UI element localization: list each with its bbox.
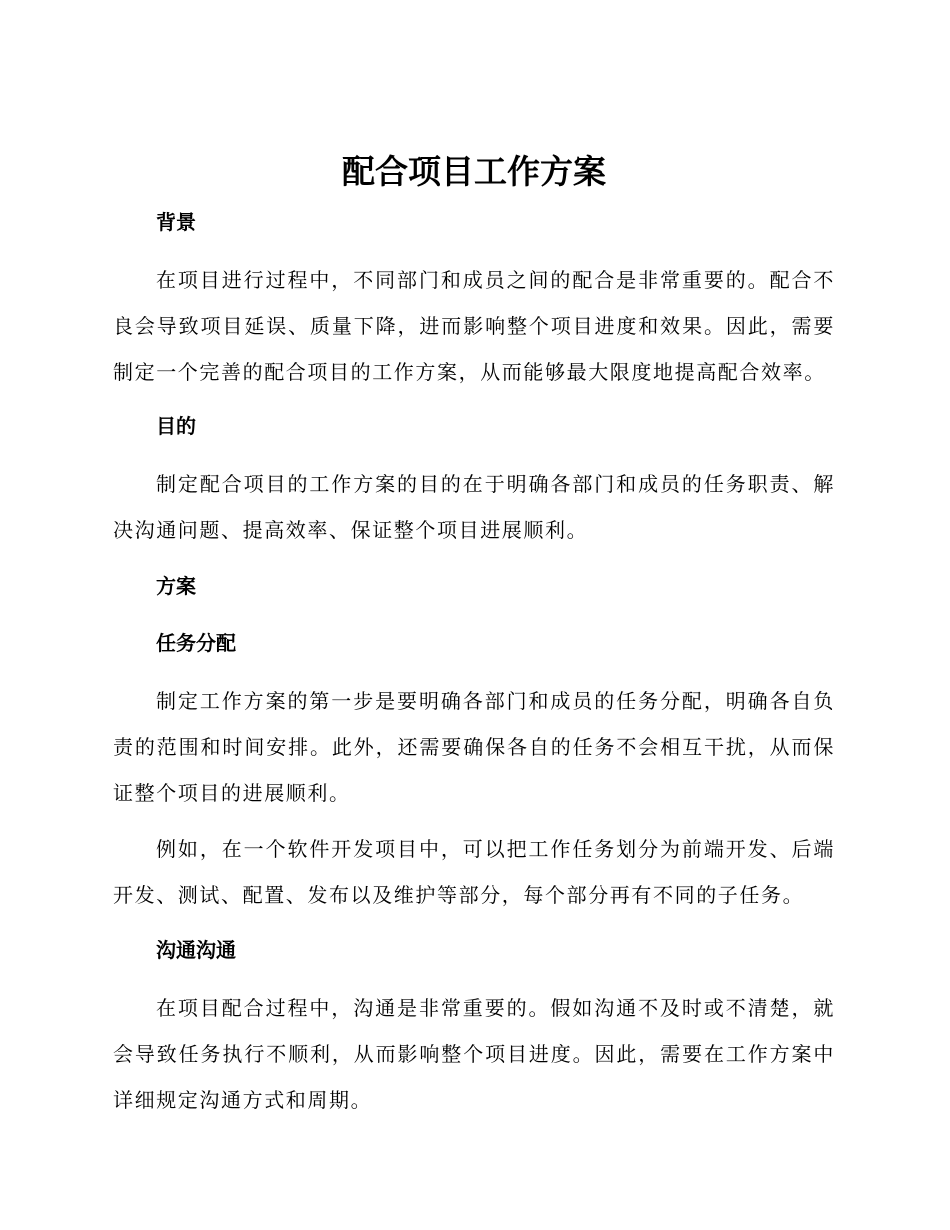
- subsection-heading-communication: 沟通沟通: [156, 938, 236, 962]
- section-heading-purpose: 目的: [156, 414, 196, 438]
- paragraph-example: 例如，在一个软件开发项目中，可以把工作任务划分为前端开发、后端开发、测试、配置、发布以及维护等部分，每个部分再有不同的子任务。: [113, 837, 835, 907]
- section-heading-plan: 方案: [156, 574, 196, 598]
- paragraph-task-assignment: 制定工作方案的第一步是要明确各部门和成员的任务分配，明确各自负责的范围和时间安排。此外，还需要确保各自的任务不会相互干扰，从而保证整个项目的进展顺利。: [113, 689, 835, 805]
- document-title: 配合项目工作方案: [342, 152, 606, 191]
- section-heading-background: 背景: [156, 210, 196, 234]
- subsection-heading-task-assignment: 任务分配: [156, 631, 236, 655]
- paragraph-background: 在项目进行过程中，不同部门和成员之间的配合是非常重要的。配合不良会导致项目延误、质量下降，进而影响整个项目进度和效果。因此，需要制定一个完善的配合项目的工作方案，从而能够最大限度地提高配合效率。: [113, 268, 835, 384]
- paragraph-communication: 在项目配合过程中，沟通是非常重要的。假如沟通不及时或不清楚，就会导致任务执行不顺利，从而影响整个项目进度。因此，需要在工作方案中详细规定沟通方式和周期。: [113, 996, 835, 1112]
- paragraph-purpose: 制定配合项目的工作方案的目的在于明确各部门和成员的任务职责、解决沟通问题、提高效率、保证整个项目进展顺利。: [113, 472, 835, 542]
